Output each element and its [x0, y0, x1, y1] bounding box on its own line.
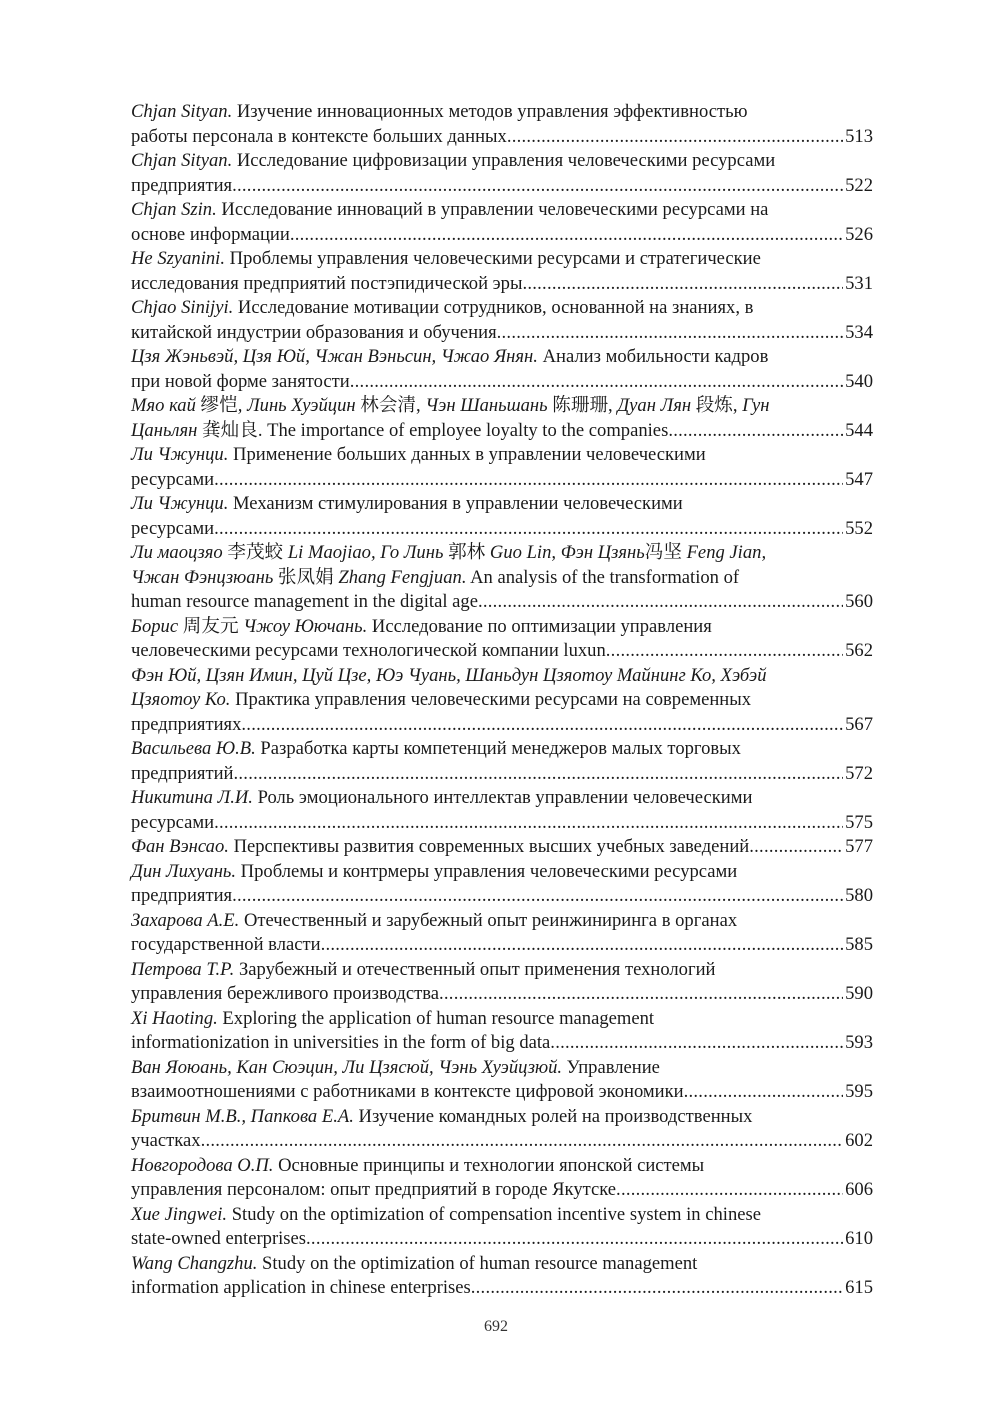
- entry-title: An analysis of the transformation of: [466, 566, 740, 588]
- entry-title: Exploring the application of human resource management: [217, 1007, 655, 1029]
- entry-title: китайской индустрии образования и обучения: [131, 321, 497, 343]
- toc-entry[interactable]: [131, 958, 873, 1007]
- page-number: 692: [484, 1318, 508, 1335]
- entry-title: Роль эмоционального интеллектав управлении человеческими: [252, 787, 753, 808]
- toc-entry-text: [131, 468, 214, 493]
- toc-entry-text: [131, 321, 497, 346]
- toc-page-number: 544: [845, 419, 873, 441]
- toc-entry[interactable]: [131, 296, 873, 345]
- toc-page-number: 552: [845, 517, 873, 539]
- toc-entry-last-line: [131, 1178, 873, 1203]
- entry-title: human resource management in the digital age: [131, 591, 478, 612]
- entry-title: предприятия: [131, 174, 233, 196]
- toc-page-number: 595: [845, 1081, 873, 1102]
- entry-title: Механизм стимулирования в управлении человеческими: [228, 493, 683, 514]
- toc-entry[interactable]: [131, 1105, 873, 1154]
- toc-entry-line: [131, 1203, 873, 1228]
- toc-entry-line: [131, 860, 873, 885]
- toc-page-number: 562: [845, 640, 873, 661]
- toc-page-number: 522: [845, 174, 873, 196]
- entry-authors: Новгородова О.П.: [131, 1154, 274, 1176]
- toc-entry-text: [131, 811, 214, 836]
- dot-leader: [232, 884, 843, 909]
- dot-leader: [550, 1031, 843, 1056]
- toc-entry-text: [131, 1031, 550, 1056]
- toc-entry-last-line: [131, 762, 873, 787]
- toc-page-number: 615: [845, 1277, 873, 1298]
- toc-entry-text: [131, 1080, 684, 1105]
- toc-page-number: 585: [845, 934, 873, 955]
- toc-entry-line: [131, 296, 873, 321]
- toc-entry-line: [131, 100, 873, 125]
- toc-entry[interactable]: [131, 615, 873, 664]
- entry-title: 周友元: [178, 615, 244, 637]
- dot-leader: [321, 933, 844, 958]
- toc-page-number: 580: [845, 885, 873, 906]
- entry-authors: Ван Яоюань, Кан Сюэцин, Ли Цзясюй, Чэнь Хуэйцзюй.: [131, 1056, 563, 1078]
- entry-title: ресурсами: [131, 811, 215, 833]
- toc-entry-last-line: [131, 590, 873, 615]
- entry-authors: Бритвин М.В., Папкова Е.А.: [131, 1105, 354, 1127]
- toc-entry-last-line: [131, 639, 873, 664]
- entry-title: 郭林: [443, 542, 490, 563]
- entry-authors: Xue Jingwei.: [131, 1203, 228, 1225]
- entry-title: взаимоотношениями с работниками в контексте цифровой экономики: [131, 1081, 684, 1102]
- entry-title: работы персонала в контексте больших данных: [131, 125, 507, 147]
- dot-leader: [471, 1276, 843, 1301]
- toc-page-number: 590: [845, 983, 873, 1004]
- entry-title: человеческими ресурсами технологической компании luxun: [131, 640, 606, 661]
- entry-authors: Xi Haoting.: [131, 1007, 218, 1029]
- entry-title: предприятий: [131, 762, 234, 784]
- toc-entry-line: [131, 1154, 873, 1179]
- toc-entry-text: [131, 639, 606, 664]
- entry-authors: Chjan Szin.: [131, 199, 217, 220]
- entry-authors: Zhang Fengjuan.: [338, 566, 467, 588]
- toc-entry-last-line: [131, 517, 873, 542]
- toc-entry[interactable]: [131, 737, 873, 786]
- entry-title: ресурсами: [131, 468, 215, 490]
- toc-entry[interactable]: [131, 247, 873, 296]
- toc-entry-line: [131, 247, 873, 272]
- toc-entry-last-line: [131, 223, 873, 248]
- entry-authors: Дин Лихуань.: [131, 860, 237, 882]
- toc-entry-line: [131, 1007, 873, 1032]
- entry-authors: Петрова Т.Р.: [131, 958, 235, 980]
- entry-title: Применение больших данных в управлении человеческими: [228, 444, 706, 465]
- entry-title: Анализ мобильности кадров: [537, 346, 769, 367]
- entry-authors: Мяо кай: [131, 395, 196, 416]
- toc-entry-text: [131, 125, 507, 150]
- toc-entry-text: [131, 370, 350, 395]
- entry-authors: He Szyanini.: [131, 248, 225, 269]
- toc-entry[interactable]: [131, 835, 873, 860]
- toc-page-number: 513: [845, 125, 873, 147]
- toc-page-number: 547: [845, 468, 873, 490]
- entry-title: участках: [131, 1130, 201, 1151]
- toc-page-number: 606: [845, 1179, 873, 1200]
- entry-authors: Chjan Sityan.: [131, 101, 233, 122]
- entry-authors: Wang Changzhu.: [131, 1252, 258, 1274]
- dot-leader: [350, 370, 843, 395]
- toc-entry-last-line: [131, 982, 873, 1007]
- entry-title: Проблемы управления человеческими ресурсами и стратегические: [225, 248, 761, 269]
- entry-title: informationization in universities in the form of big data: [131, 1032, 551, 1053]
- toc-entry[interactable]: [131, 541, 873, 615]
- entry-authors: Li Maojiao, Го Линь: [287, 542, 444, 563]
- entry-title: государственной власти: [131, 934, 321, 955]
- toc-entry-last-line: [131, 835, 873, 860]
- toc-entry[interactable]: [131, 1056, 873, 1105]
- toc-page-number: 540: [845, 370, 873, 392]
- toc-entry-last-line: [131, 1080, 873, 1105]
- entry-authors: Ли маоцзяо: [131, 542, 223, 563]
- toc-entry-line: [131, 566, 873, 591]
- entry-title: state-owned enterprises: [131, 1228, 307, 1249]
- entry-title: Исследование инноваций в управлении человеческими ресурсами на: [216, 199, 769, 220]
- toc-entry-line: [131, 1105, 873, 1130]
- entry-authors: Chjao Sinijyi.: [131, 297, 234, 318]
- toc-entry-last-line: [131, 468, 873, 493]
- toc-entry[interactable]: [131, 345, 873, 394]
- toc-entry-line: [131, 688, 873, 713]
- toc-entry-line: [131, 958, 873, 983]
- entry-authors: Фэн Юй, Цзян Имин, Цуй Цзе, Юэ Чуань, Шаньдун Цзяотоу Майнинг Ко, Хэбэй: [131, 664, 767, 686]
- entry-authors: Фан Вэнсао.: [131, 836, 229, 857]
- entry-title: Отечественный и зарубежный опыт реинжиниринга в органах: [239, 909, 738, 931]
- toc-entry-last-line: [131, 370, 873, 395]
- dot-leader: [214, 468, 843, 493]
- entry-authors: Васильева Ю.В.: [131, 738, 256, 759]
- entry-title: предприятиях: [131, 713, 242, 735]
- entry-authors: Feng Jian,: [686, 542, 767, 563]
- entry-title: 缪恺: [195, 395, 238, 416]
- toc-page-number: 526: [845, 223, 873, 245]
- toc-entry[interactable]: [131, 1252, 873, 1301]
- entry-title: Исследование по оптимизации управления: [367, 615, 712, 637]
- toc-entry-last-line: [131, 811, 873, 836]
- entry-title: 李茂蛟: [222, 542, 288, 563]
- entry-authors: Цзя Жэньвэй, Цзя Юй, Чжан Вэньсин, Чжао Янян.: [131, 346, 538, 367]
- toc-entry-last-line: [131, 933, 873, 958]
- toc-entry-line: [131, 786, 873, 811]
- toc-entry-text: [131, 174, 232, 199]
- toc-entry-text: [131, 1129, 201, 1154]
- entry-authors: Цзяотоу Ко.: [131, 689, 231, 710]
- entry-authors: Ли Чжунци.: [131, 493, 229, 514]
- toc-page-number: 610: [845, 1228, 873, 1249]
- toc-entry-text: [131, 517, 214, 542]
- entry-title: Study on the optimization of compensation incentive system in chinese: [227, 1203, 761, 1225]
- toc-entry-text: [131, 223, 290, 248]
- toc-entry-text: [131, 1276, 471, 1301]
- toc-entry-last-line: [131, 1276, 873, 1301]
- toc-entry[interactable]: [131, 1203, 873, 1252]
- toc-entry-line: [131, 1056, 873, 1081]
- entry-title: при новой форме занятости: [131, 370, 350, 392]
- toc-entry-text: [131, 272, 522, 297]
- toc-entry-last-line: [131, 1129, 873, 1154]
- toc-entry[interactable]: [131, 492, 873, 541]
- entry-title: Практика управления человеческими ресурсами на современных: [230, 689, 752, 710]
- toc-entry-text: [131, 933, 321, 958]
- toc-page-number: 593: [845, 1032, 873, 1053]
- entry-authors: Линь Хуэйцин: [247, 395, 356, 416]
- entry-authors: Ли Чжунци.: [131, 444, 229, 465]
- toc-entry-line: [131, 149, 873, 174]
- toc-entry-last-line: [131, 125, 873, 150]
- entry-authors: Гун: [742, 395, 770, 416]
- dot-leader: [749, 835, 843, 860]
- entry-authors: Chjan Sityan.: [131, 150, 233, 171]
- dot-leader: [507, 125, 843, 150]
- toc-entry-text: [131, 419, 668, 444]
- entry-title: основе информации: [131, 223, 290, 245]
- toc-entry-line: [131, 492, 873, 517]
- toc-entry-line: [131, 443, 873, 468]
- dot-leader: [214, 517, 843, 542]
- toc-entry[interactable]: [131, 786, 873, 835]
- toc-entry[interactable]: [131, 860, 873, 909]
- toc-page-number: 572: [845, 762, 873, 784]
- toc-entry-text: [131, 1227, 306, 1252]
- toc-entry-text: [131, 982, 439, 1007]
- toc-entry-line: [131, 664, 873, 689]
- dot-leader: [684, 1080, 844, 1105]
- dot-leader: [306, 1227, 843, 1252]
- toc-page-number: 602: [845, 1130, 873, 1151]
- toc-entry-text: [131, 1178, 616, 1203]
- dot-leader: [478, 590, 843, 615]
- toc-entry-line: [131, 615, 873, 640]
- entry-authors: ,: [237, 395, 243, 416]
- toc-entry-last-line: [131, 1031, 873, 1056]
- entry-title: 龚灿良. The importance of employee loyalty to the companies: [197, 419, 669, 441]
- toc-entry-line: [131, 541, 873, 566]
- toc-entry-line: [131, 737, 873, 762]
- entry-authors: Дуан Лян: [617, 395, 692, 416]
- entry-title: 段炼,: [691, 395, 743, 416]
- entry-title: Изучение командных ролей на производственных: [353, 1105, 753, 1127]
- dot-leader: [522, 272, 843, 297]
- toc-page-number: 534: [845, 321, 873, 343]
- entry-title: Перспективы развития современных высших учебных заведений: [228, 836, 750, 857]
- entry-title: ресурсами: [131, 517, 215, 539]
- toc-entry-last-line: [131, 713, 873, 738]
- entry-authors: Guo Lin, Фэн Цзянь: [489, 542, 645, 563]
- entry-title: предприятия: [131, 885, 233, 906]
- toc-entry[interactable]: [131, 100, 873, 149]
- toc-entry[interactable]: [131, 443, 873, 492]
- toc-entry-last-line: [131, 884, 873, 909]
- entry-title: Основные принципы и технологии японской системы: [273, 1154, 705, 1176]
- toc-page-number: 531: [845, 272, 873, 294]
- toc-entry-line: [131, 1252, 873, 1277]
- entry-title: 冯坚: [644, 542, 687, 563]
- entry-authors: Захарова А.Е.: [131, 909, 240, 931]
- entry-title: 张凤娟: [273, 566, 339, 588]
- dot-leader: [606, 639, 843, 664]
- toc-page-number: 577: [845, 836, 873, 857]
- entry-title: управления бережливого производства: [131, 983, 439, 1004]
- toc-entry-line: [131, 909, 873, 934]
- dot-leader: [439, 982, 843, 1007]
- dot-leader: [497, 321, 843, 346]
- toc-page-number: 567: [845, 713, 873, 735]
- toc-entry[interactable]: [131, 909, 873, 958]
- dot-leader: [241, 713, 843, 738]
- entry-title: Исследование мотивации сотрудников, основанной на знаниях, в: [233, 297, 754, 318]
- dot-leader: [214, 811, 843, 836]
- dot-leader: [232, 174, 843, 199]
- entry-title: information application in chinese enterprises: [131, 1277, 471, 1298]
- toc-entry-text: [131, 713, 241, 738]
- entry-authors: Чжан Фэнцзюань: [131, 566, 274, 588]
- toc-entry[interactable]: [131, 149, 873, 198]
- toc-entry-text: [131, 835, 749, 860]
- entry-authors: Никитина Л.И.: [131, 787, 253, 808]
- entry-title: Зарубежный и отечественный опыт применения технологий: [234, 958, 716, 980]
- toc-entry-last-line: [131, 321, 873, 346]
- entry-title: 陈珊珊,: [547, 395, 618, 416]
- toc-entry-line: [131, 394, 873, 419]
- entry-authors: Чжоу Юючань.: [243, 615, 368, 637]
- entry-title: Разработка карты компетенций менеджеров малых торговых: [255, 738, 741, 759]
- entry-title: 林会清,: [355, 395, 426, 416]
- toc-page-number: 560: [845, 591, 873, 612]
- entry-title: Исследование цифровизации управления человеческими ресурсами: [232, 150, 776, 171]
- toc-entry[interactable]: [131, 198, 873, 247]
- entry-title: Изучение инновационных методов управления эффективностью: [232, 101, 748, 122]
- toc-entry[interactable]: [131, 1007, 873, 1056]
- dot-leader: [290, 223, 843, 248]
- toc-entry-last-line: [131, 1227, 873, 1252]
- toc-entry-last-line: [131, 174, 873, 199]
- entry-title: Управление: [562, 1056, 660, 1078]
- toc-entry-last-line: [131, 272, 873, 297]
- dot-leader: [234, 762, 844, 787]
- toc-entry[interactable]: [131, 394, 873, 443]
- toc-entry[interactable]: [131, 1154, 873, 1203]
- toc-entry-text: [131, 590, 478, 615]
- entry-title: исследования предприятий постэпидической эры: [131, 272, 523, 294]
- table-of-contents: [131, 100, 873, 1301]
- entry-authors: Цаньлян: [131, 419, 198, 441]
- entry-authors: Чэн Шаньшань: [425, 395, 548, 416]
- entry-title: управления персоналом: опыт предприятий в городе Якутске: [131, 1179, 617, 1200]
- dot-leader: [668, 419, 843, 444]
- toc-entry-line: [131, 198, 873, 223]
- entry-title: Study on the optimization of human resource management: [257, 1252, 698, 1274]
- toc-page-number: 575: [845, 811, 873, 833]
- dot-leader: [616, 1178, 843, 1203]
- toc-entry[interactable]: [131, 664, 873, 738]
- toc-entry-text: [131, 884, 232, 909]
- toc-entry-text: [131, 762, 234, 787]
- entry-authors: Борис: [131, 615, 179, 637]
- entry-title: Проблемы и контрмеры управления человеческими ресурсами: [236, 860, 738, 882]
- toc-entry-last-line: [131, 419, 873, 444]
- toc-entry-line: [131, 345, 873, 370]
- dot-leader: [201, 1129, 844, 1154]
